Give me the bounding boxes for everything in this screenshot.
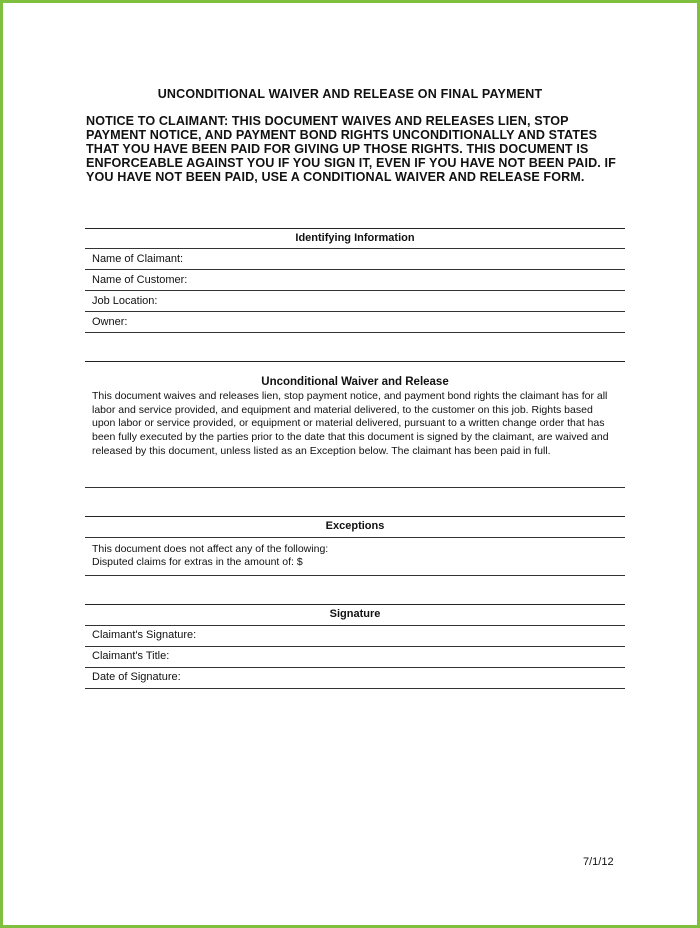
waiver-heading: Unconditional Waiver and Release — [261, 376, 449, 388]
waiver-text: This document waives and releases lien, stop payment notice, and payment bond rights the claimant has for all labor and service provided, and equipment and material delivered, to the customer on this job. Rights based upon labor or service provided, or equipment or material delivered, pursuant to a written change order that has been fully executed by the parties prior to the date that this document is signed by the claimant, are waived and released by this document, unless listed as an Exception below. The claimant has been paid in full. — [92, 390, 609, 457]
rule — [85, 269, 625, 270]
waiver-top-rule — [85, 361, 625, 362]
rule — [85, 625, 625, 626]
revision-date: 7/1/12 — [583, 856, 614, 868]
rule — [85, 248, 625, 249]
document-title: UNCONDITIONAL WAIVER AND RELEASE ON FINAL PAYMENT — [157, 87, 543, 101]
rule — [85, 667, 625, 668]
exceptions-top-rule — [85, 516, 625, 517]
rule — [85, 688, 625, 689]
rule — [85, 575, 625, 576]
rule — [85, 290, 625, 291]
signature-heading: Signature — [329, 608, 381, 620]
identifying-heading: Identifying Information — [295, 232, 415, 244]
rule — [85, 487, 625, 488]
rule — [85, 311, 625, 312]
rule — [85, 332, 625, 333]
rule — [85, 537, 625, 538]
notice-to-claimant: NOTICE TO CLAIMANT: THIS DOCUMENT WAIVES AND RELEASES LIEN, STOP PAYMENT NOTICE, AND PAYMENT BOND RIGHTS UNCONDITIONALLY AND STATES THAT YOU HAVE BEEN PAID FOR GIVING UP THOSE RIGHTS. THIS DOCUMENT IS ENFORCEABLE AGAINST YOU IF YOU SIGN IT, EVEN IF YOU HAVE NOT BEEN PAID. IF YOU HAVE NOT BEEN PAID, USE A CONDITIONAL WAIVER AND RELEASE FORM. — [86, 114, 616, 184]
name-of-customer-label: Name of Customer: — [92, 274, 188, 286]
exceptions-heading: Exceptions — [325, 520, 385, 532]
date-of-signature-label: Date of Signature: — [92, 671, 181, 683]
identifying-top-rule — [85, 228, 625, 229]
rule — [85, 646, 625, 647]
owner-label: Owner: — [92, 316, 128, 328]
signature-top-rule — [85, 604, 625, 605]
disputed-claims-label: Disputed claims for extras in the amount of: $ — [92, 556, 303, 568]
exceptions-line-1: This document does not affect any of the following: — [92, 543, 329, 555]
claimant-signature-label: Claimant's Signature: — [92, 629, 197, 641]
claimant-title-label: Claimant's Title: — [92, 650, 170, 662]
job-location-label: Job Location: — [92, 295, 158, 307]
name-of-claimant-label: Name of Claimant: — [92, 253, 184, 265]
